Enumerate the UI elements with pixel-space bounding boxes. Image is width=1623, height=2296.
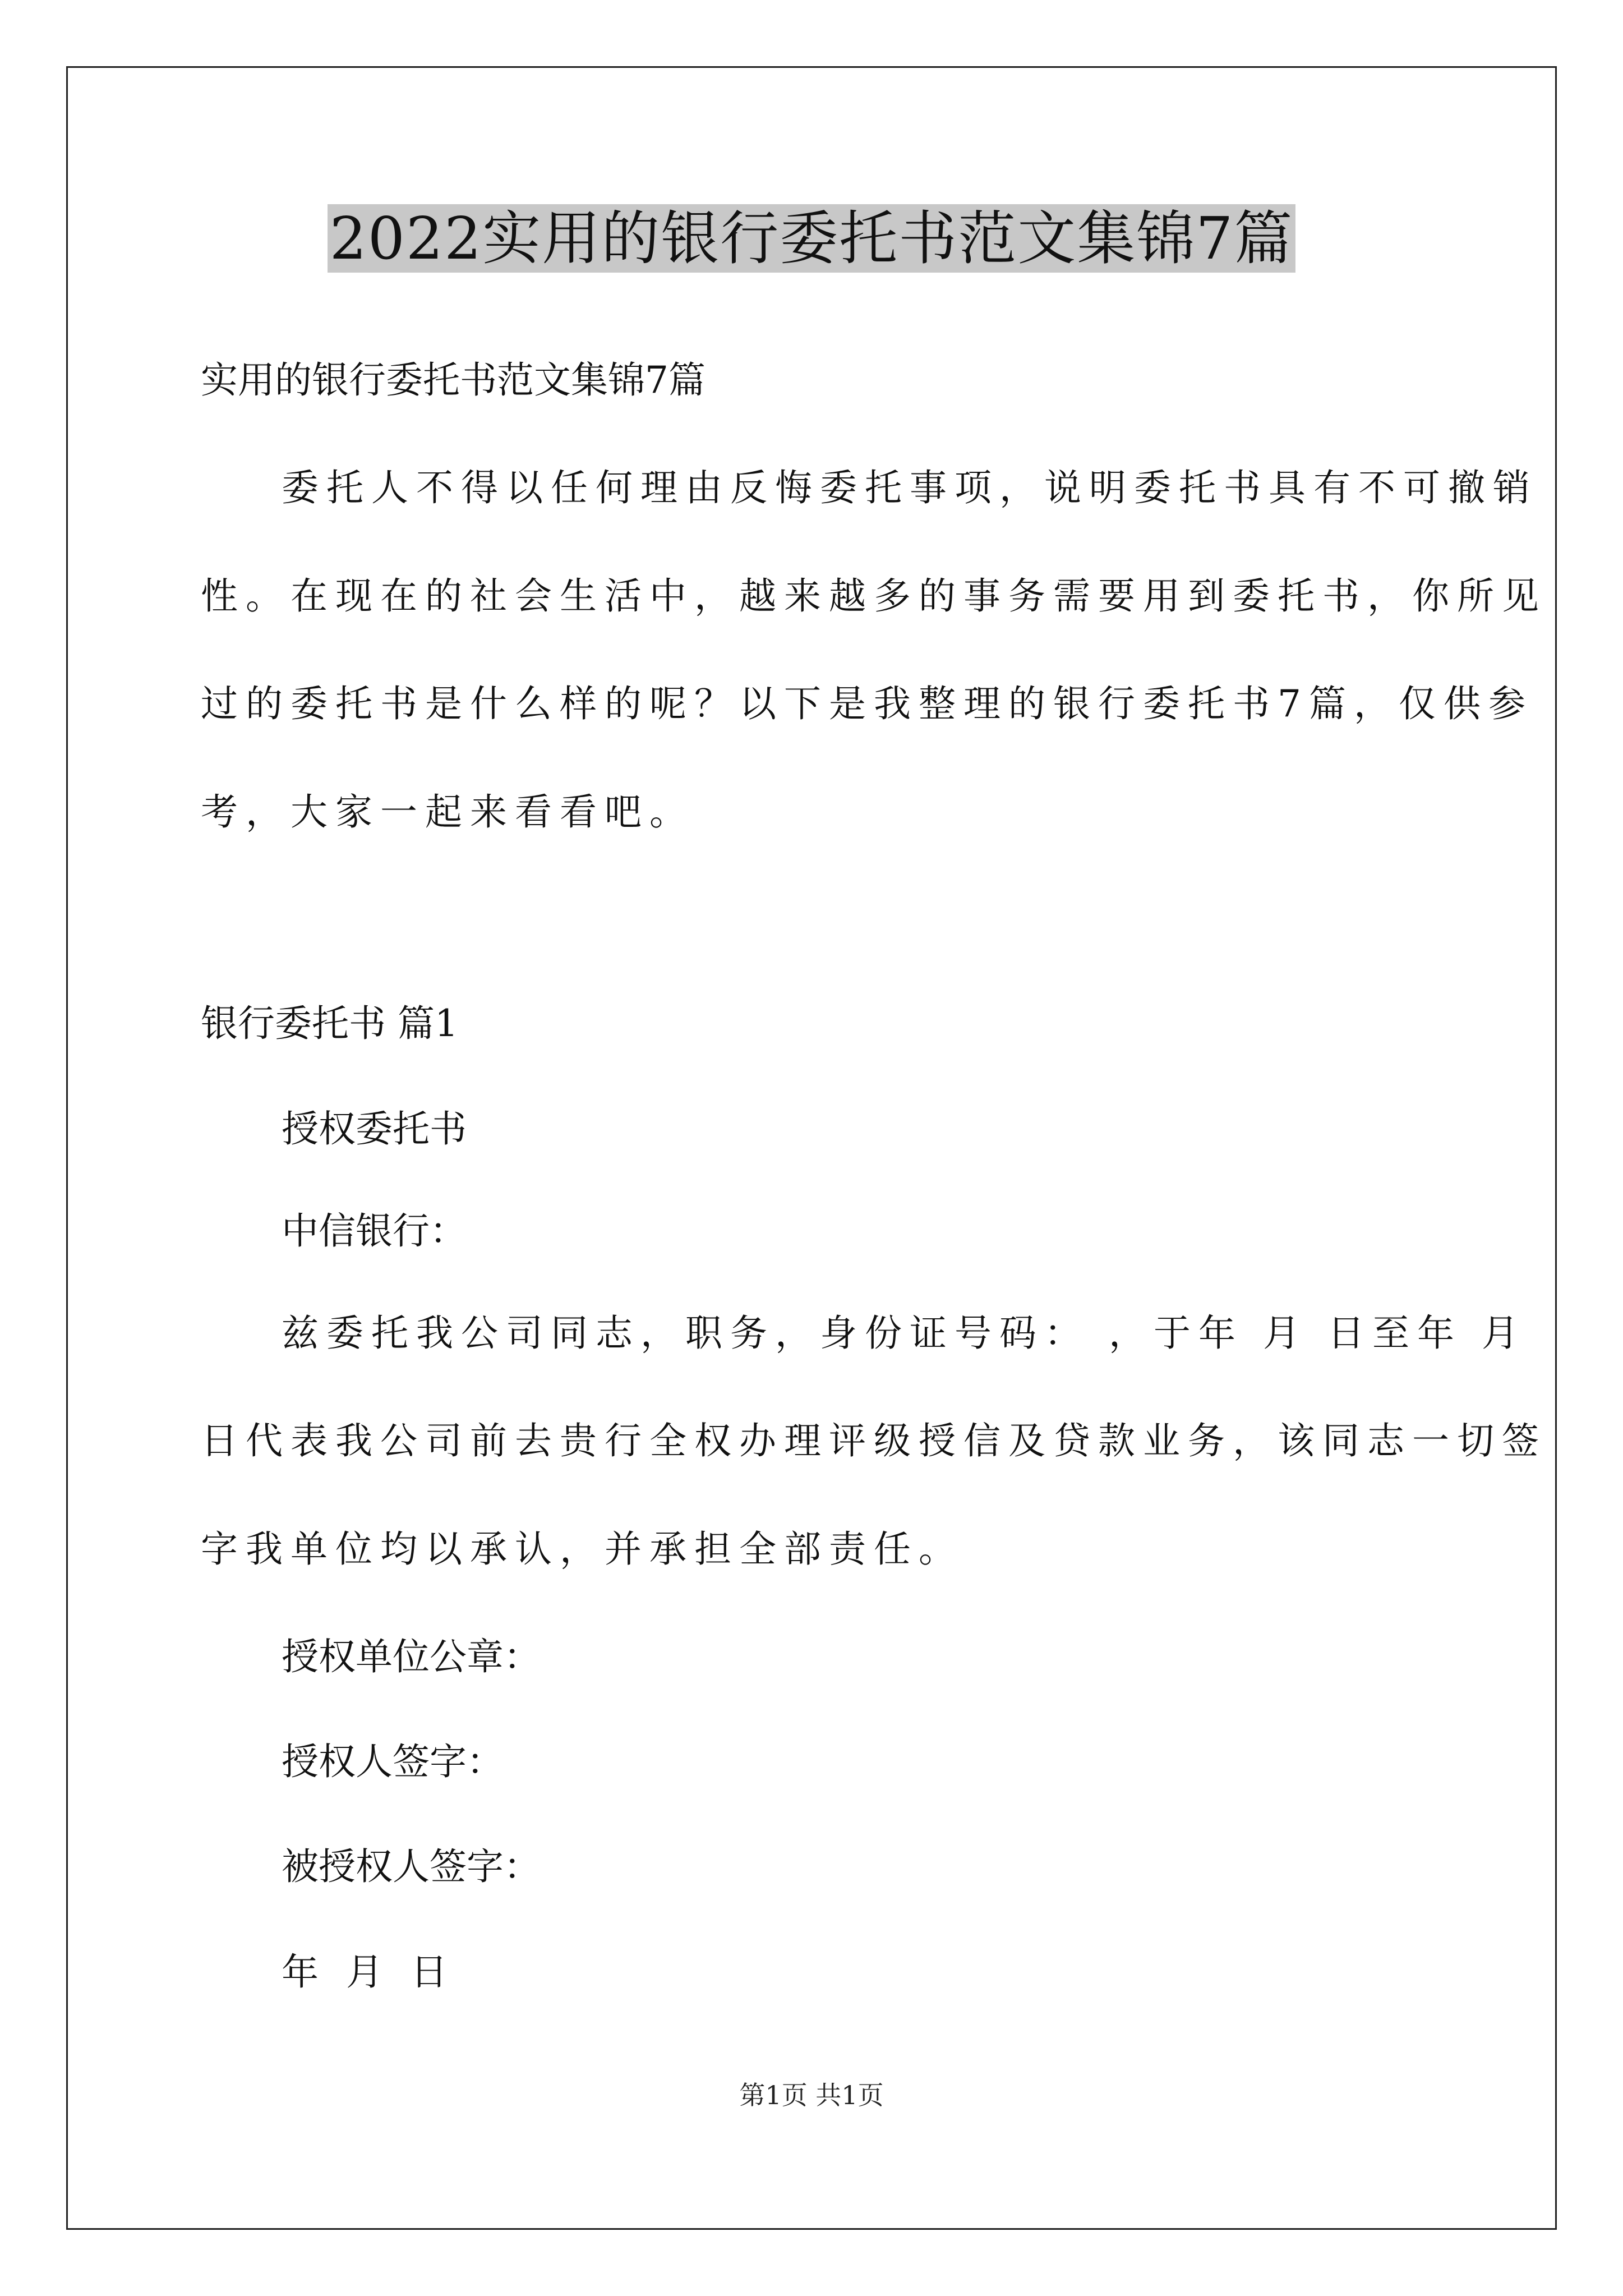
signer-label: 授权人签字： [282, 1740, 504, 1783]
body-line-3: 字我单位均以承认，并承担全部责任。 [201, 1527, 963, 1571]
seal-label: 授权单位公章： [282, 1635, 541, 1678]
page-footer [0, 2078, 1623, 2112]
body-line-2: 日代表我公司前去贵行全权办理评级授信及贷款业务，该同志一切签 [201, 1419, 1547, 1462]
recipient-line: 中信银行： [282, 1209, 467, 1253]
page-indicator: 第1页 共1页 [739, 2080, 884, 2110]
document-title [0, 199, 1623, 278]
authorized-signer-label: 被授权人签字： [282, 1845, 541, 1888]
body-line-1: 兹委托我公司同志，职务，身份证号码： ，于年 月 日至年 月 [282, 1312, 1527, 1355]
intro-line-2: 性。在现在的社会生活中，越来越多的事务需要用到委托书，你所见 [201, 574, 1547, 618]
document-title-text: 2022实用的银行委托书范文集锦7篇 [328, 204, 1296, 273]
intro-line-4: 考，大家一起来看看吧。 [201, 790, 694, 834]
intro-line-1: 委托人不得以任何理由反悔委托事项，说明委托书具有不可撤销 [282, 466, 1538, 509]
section-heading: 银行委托书 篇1 [201, 1002, 458, 1045]
intro-line-3: 过的委托书是什么样的呢？以下是我整理的银行委托书7篇，仅供参 [201, 682, 1533, 725]
letter-title: 授权委托书 [282, 1107, 467, 1151]
date-line: 年 月 日 [282, 1950, 455, 1994]
document-subtitle: 实用的银行委托书范文集锦7篇 [201, 358, 706, 402]
